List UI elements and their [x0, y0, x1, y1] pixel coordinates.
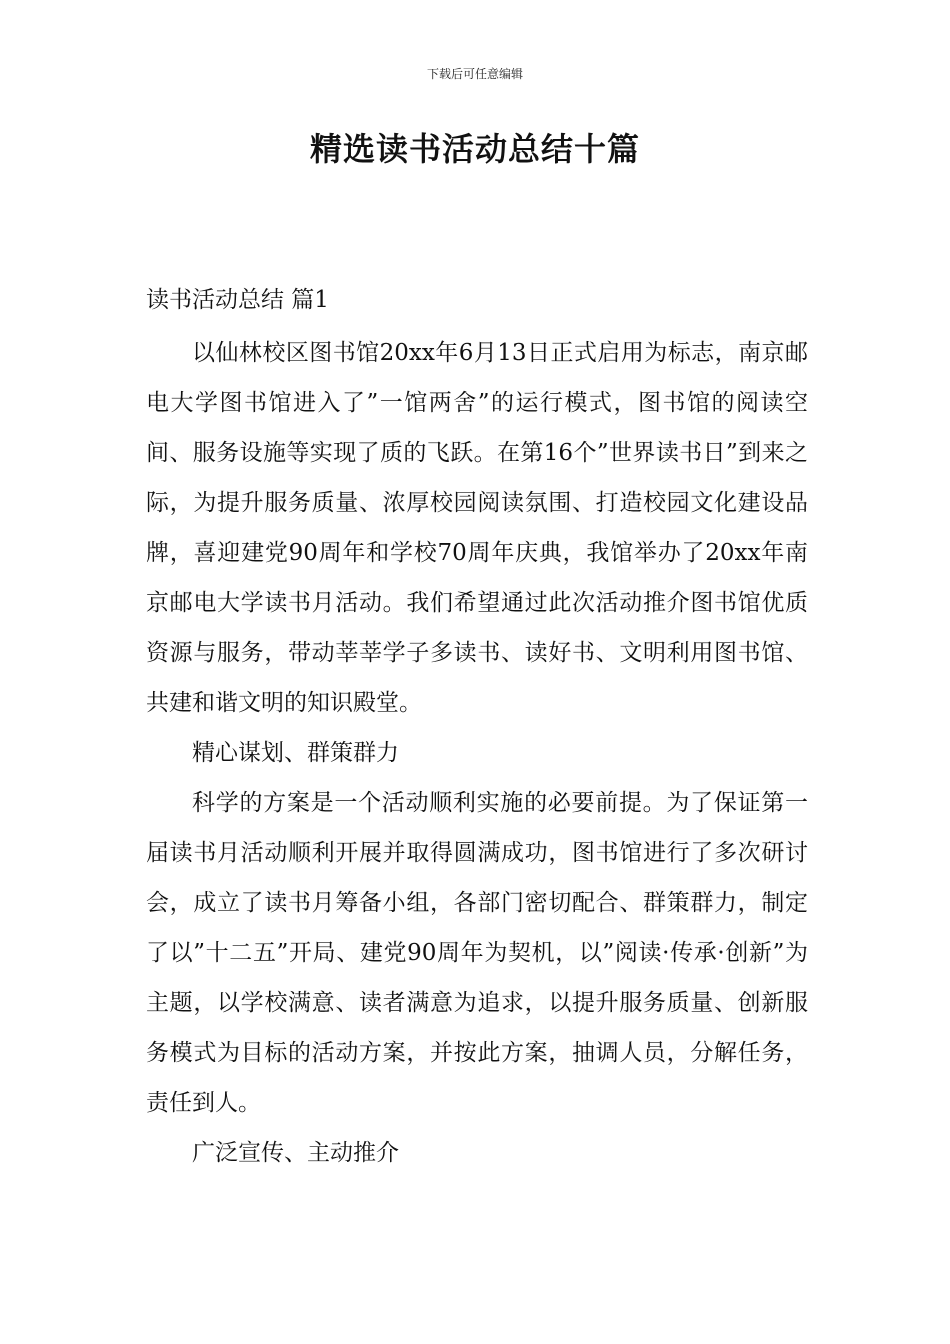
body-paragraph: 科学的方案是一个活动顺利实施的必要前提。为了保证第一届读书月活动顺利开展并取得圆满成功，图书馆进行了多次研讨会，成立了读书月筹备小组，各部门密切配合、群策群力，制定了以”十二五”开局、建党90周年为契机，以”阅读·传承·创新”为主题，以学校满意、读者满意为追求，以提升服务质量、创新服务模式为目标的活动方案，并按此方案，抽调人员，分解任务，责任到人。 [146, 790, 808, 1116]
subheading: 精心谋划、群策群力 [192, 740, 399, 766]
subheading: 广泛宣传、主动推介 [192, 1140, 399, 1166]
section-heading: 读书活动总结 篇1 [146, 287, 329, 313]
body-paragraph: 以仙林校区图书馆20xx年6月13日正式启用为标志，南京邮电大学图书馆进入了”一馆两舍”的运行模式，图书馆的阅读空间、服务设施等实现了质的飞跃。在第16个”世界读书日”到来之际，为提升服务质量、浓厚校园阅读氛围、打造校园文化建设品牌，喜迎建党90周年和学校70周年庆典，我馆举办了20xx年南京邮电大学读书月活动。我们希望通过此次活动推介图书馆优质资源与服务，带动莘莘学子多读书、读好书、文明利用图书馆、共建和谐文明的知识殿堂。 [146, 340, 808, 716]
document-title: 精选读书活动总结十篇 [309, 130, 640, 168]
document-body [146, 280, 808, 1178]
header-note: 下载后可任意编辑 [426, 67, 523, 81]
